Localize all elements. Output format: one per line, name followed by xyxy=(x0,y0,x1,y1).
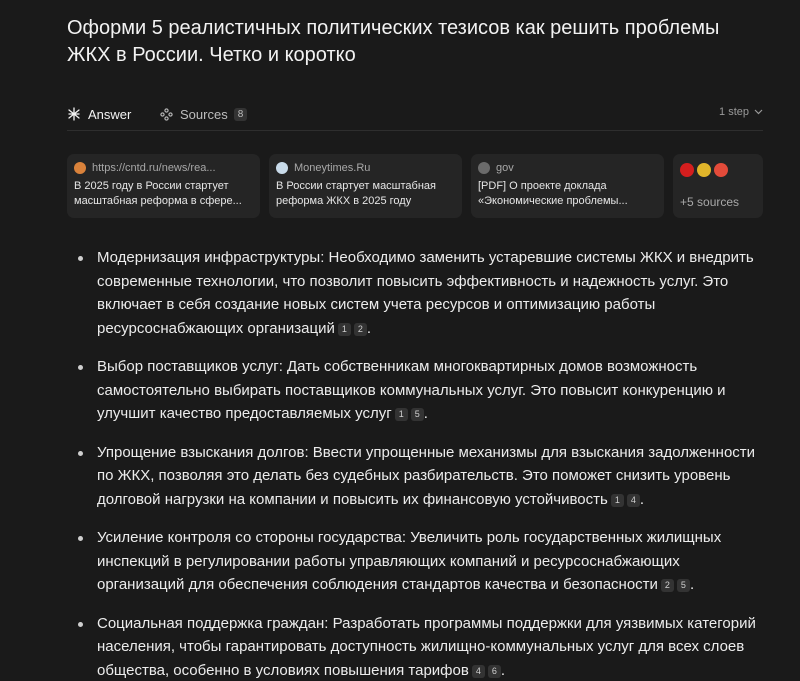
citation-badge[interactable]: 1 xyxy=(611,494,624,507)
answer-icon xyxy=(67,107,81,121)
answer-text: Выбор поставщиков услуг: Дать собственникам многоквартирных домов возможность самостоятельно выбирать поставщиков коммунальных услуг. Это повысит конкуренцию и улучшит качество предоставляемых услуг xyxy=(97,358,726,422)
citation-badge[interactable]: 6 xyxy=(488,665,501,678)
tab-sources[interactable] xyxy=(160,104,247,124)
citation-badge[interactable]: 1 xyxy=(395,408,408,421)
answer-list xyxy=(78,246,768,681)
steps-label: 1 step xyxy=(719,106,749,118)
list-item: Выбор поставщиков услуг: Дать собственникам многоквартирных домов возможность самостоятельно выбирать поставщиков коммунальных услуг. Это повысит конкуренцию и улучшит качество предоставляемых услуг 1 5 . xyxy=(78,355,768,426)
answer-text: Модернизация инфраструктуры: Необходимо заменить устаревшие системы ЖКХ и внедрить современные технологии, что позволит повысить эффективность и надежность услуг. Это включает в себя создание новых систем учета ресурсов и оптимизацию работы ресурсоснабжающих организаций xyxy=(97,249,754,337)
source-favicon-icon xyxy=(697,163,711,177)
list-item: Усиление контроля со стороны государства: Увеличить роль государственных жилищных инспекций в регулировании работы управляющих компаний и ресурсоснабжающих организаций для обеспечения соблюдения стандартов качества и безопасности 2 5 . xyxy=(78,526,768,597)
source-card[interactable] xyxy=(67,154,260,218)
sources-icon xyxy=(160,108,173,121)
more-sources-icons xyxy=(680,163,756,177)
source-card[interactable] xyxy=(471,154,664,218)
moneytimes-favicon-icon xyxy=(276,162,288,174)
source-site: https://cntd.ru/news/rea... xyxy=(92,162,216,174)
list-item: Модернизация инфраструктуры: Необходимо заменить устаревшие системы ЖКХ и внедрить современные технологии, что позволит повысить эффективность и надежность услуг. Это включает в себя создание новых систем учета ресурсов и оптимизацию работы ресурсоснабжающих организаций 1 2 . xyxy=(78,246,768,340)
steps-toggle[interactable] xyxy=(719,106,763,118)
list-item: Социальная поддержка граждан: Разработать программы поддержки для уязвимых категорий населения, чтобы гарантировать доступность жилищно-коммунальных услуг для всех слоев общества, особенно в условиях повышения тарифов 4 6 . xyxy=(78,612,768,681)
more-sources-card[interactable] xyxy=(673,154,763,218)
source-favicon-icon xyxy=(680,163,694,177)
source-site: gov xyxy=(496,162,514,174)
source-title: В России стартует масштабная реформа ЖКХ в 2025 году xyxy=(276,180,436,207)
tab-answer-label: Answer xyxy=(88,106,132,122)
citation-badge[interactable]: 1 xyxy=(338,323,351,336)
tabs-divider xyxy=(67,130,763,131)
tab-answer[interactable] xyxy=(67,104,131,124)
citation-badge[interactable]: 5 xyxy=(677,579,690,592)
answer-text: Социальная поддержка граждан: Разработать программы поддержки для уязвимых категорий населения, чтобы гарантировать доступность жилищно-коммунальных услуг для всех слоев общества, особенно в условиях повышения тарифов xyxy=(97,614,756,679)
answer-text: Упрощение взыскания долгов: Ввести упрощенные механизмы для взыскания задолженности по ЖКХ, позволяя это делать без судебных разбирательств. Это поможет снизить уровень долговой нагрузки на компании и повысить их финансовую устойчивость xyxy=(97,443,756,508)
cntd-favicon-icon xyxy=(74,162,86,174)
answer-text: Усиление контроля со стороны государства: Увеличить роль государственных жилищных инспекций в регулировании работы управляющих компаний и ресурсоснабжающих организаций для обеспечения соблюдения стандартов качества и безопасности xyxy=(97,529,722,593)
chevron-down-icon xyxy=(754,106,763,118)
citation-badge[interactable]: 5 xyxy=(411,408,424,421)
source-title: [PDF] О проекте доклада «Экономические проблемы... xyxy=(478,180,628,207)
tab-bar xyxy=(67,104,763,126)
source-title: В 2025 году в России стартует масштабная реформа в сфере... xyxy=(74,180,242,207)
sources-count-badge: 8 xyxy=(234,108,248,121)
source-card[interactable] xyxy=(269,154,462,218)
citation-badge[interactable]: 2 xyxy=(354,323,367,336)
citation-badge[interactable]: 4 xyxy=(627,494,640,507)
more-sources-label: +5 sources xyxy=(680,195,740,209)
question-heading: Оформи 5 реалистичных политических тезисов как решить проблемы ЖКХ в России. Четко и коротко xyxy=(67,17,720,66)
globe-icon xyxy=(478,162,490,174)
source-site: Moneytimes.Ru xyxy=(294,162,371,174)
list-item: Упрощение взыскания долгов: Ввести упрощенные механизмы для взыскания задолженности по ЖКХ, позволяя это делать без судебных разбирательств. Это поможет снизить уровень долговой нагрузки на компании и повысить их финансовую устойчивость 1 4 . xyxy=(78,441,768,512)
tab-sources-label: Sources xyxy=(180,106,228,122)
citation-badge[interactable]: 4 xyxy=(472,665,485,678)
citation-badge[interactable]: 2 xyxy=(661,579,674,592)
source-cards xyxy=(67,154,763,218)
source-favicon-icon xyxy=(714,163,728,177)
